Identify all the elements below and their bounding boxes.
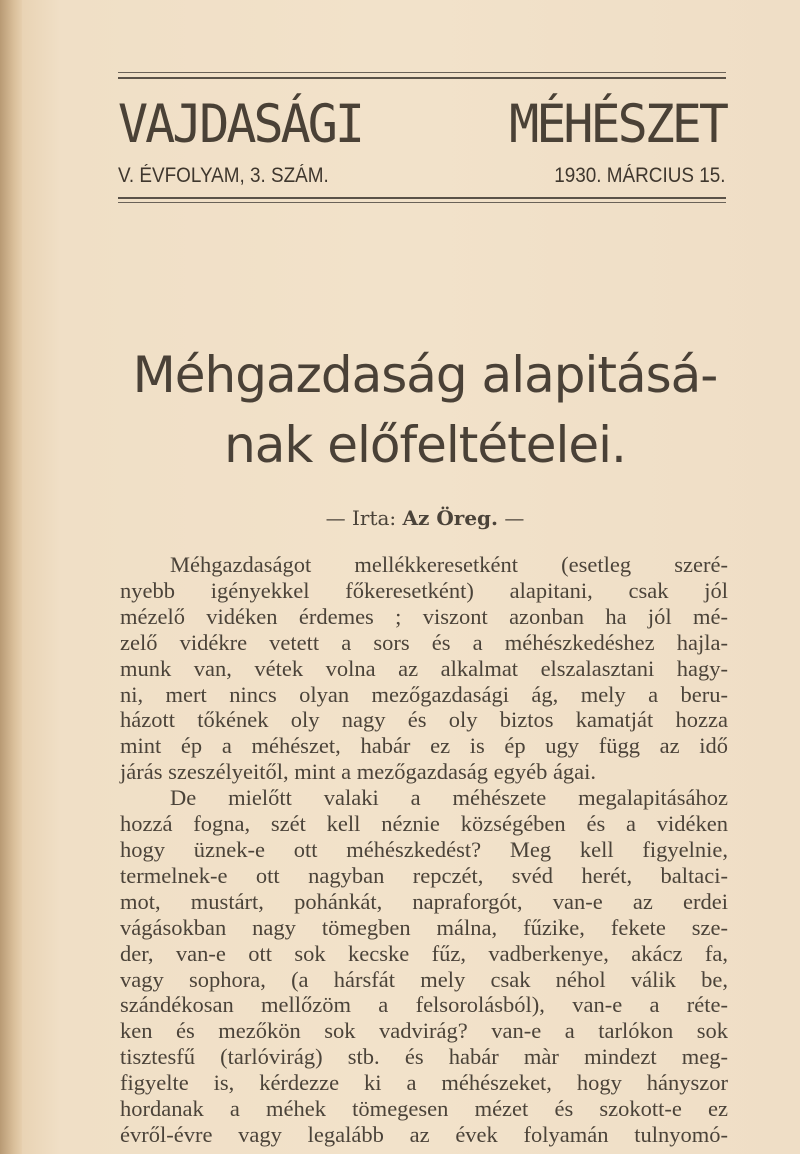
masthead-bottom-rule — [118, 197, 726, 199]
byline-author: Az Öreg. — [402, 506, 498, 530]
byline-prefix: — Irta: — [325, 506, 397, 530]
byline-suffix: — — [504, 506, 525, 530]
body-line: mot, mustárt, pohánkát, napraforgót, van-e az erdei — [120, 888, 728, 914]
body-line: zelő vidékre vetett a sors és a méhészkedéshez hajla- — [120, 629, 728, 655]
body-line: vágásokban nagy tömegben málna, fűzike, fekete sze- — [120, 914, 728, 940]
body-line: Méhgazdaságot mellékkeresetként (esetleg szeré- — [170, 552, 728, 577]
body-line: ni, mert nincs olyan mezőgazdasági ág, mely a beru- — [120, 681, 728, 707]
masthead-title: VAJDASÁGI MÉHÉSZET — [118, 93, 726, 155]
body-line: vagy sophora, (a hársfát mely csak néhol válik be, — [120, 966, 728, 992]
body-line: hordanak a méhek tömegesen mézet és szokott-e ez — [120, 1096, 728, 1122]
body-line: hogy üznek-e ott méhészkedést? Meg kell figyelnie, — [120, 836, 728, 862]
body-line: munk van, vétek volna az alkalmat elszalasztani hagy- — [120, 655, 728, 681]
body-line: figyelte is, kérdezze ki a méhészeket, hogy hányszor — [120, 1070, 728, 1096]
body-line: szándékosan mellőzöm a felsorolásból), van-e a réte- — [120, 992, 728, 1018]
body-line: der, van-e ott sok kecske fűz, vadberkenye, akácz fa, — [120, 940, 728, 966]
volume-issue: V. ÉVFOLYAM, 3. SZÁM. — [118, 164, 329, 187]
article-body — [120, 552, 728, 1148]
body-line: mézelő vidéken érdemes ; viszont azonban ha jól mé- — [120, 603, 728, 629]
body-line: nyebb igényekkel főkeresetként) alapitani, csak jól — [120, 577, 728, 603]
body-line: tisztesfű (tarlóvirág) stb. és habár màr mindezt meg- — [120, 1044, 728, 1070]
masthead-top-rule — [118, 72, 726, 73]
article-title-line-1: Méhgazdaság alapitásá- — [132, 346, 718, 404]
body-line: házott tőkének oly nagy és oly biztos kamatját hozza — [120, 707, 728, 733]
body-line: járás szeszélyeitől, mint a mezőgazdaság egyéb ágai. — [120, 759, 597, 785]
body-line: De mielőtt valaki a méhészete megalapitásához — [170, 785, 728, 811]
body-line: ken és mezőkön sok vadvirág? van-e a tarlókon sok — [120, 1018, 728, 1044]
book-spine-edge — [0, 0, 22, 1154]
masthead-subline — [118, 164, 726, 188]
body-line: mint ép a méhészet, habár ez is ép ugy függ az idő — [120, 733, 728, 759]
body-line: hozzá fogna, szét kell néznie községében és a vidéken — [120, 811, 728, 837]
masthead-top-rule-thick — [118, 77, 726, 79]
byline — [0, 506, 800, 530]
masthead-bottom-rule-thin — [118, 202, 726, 203]
article-title-line-2: nak előfeltételei. — [224, 416, 626, 474]
body-line: évről-évre vagy legalább az évek folyamán tulnyomó- — [120, 1121, 728, 1147]
body-line: termelnek-e ott nagyban repczét, svéd herét, baltaci- — [120, 862, 728, 888]
issue-date: 1930. MÁRCIUS 15. — [554, 164, 726, 187]
